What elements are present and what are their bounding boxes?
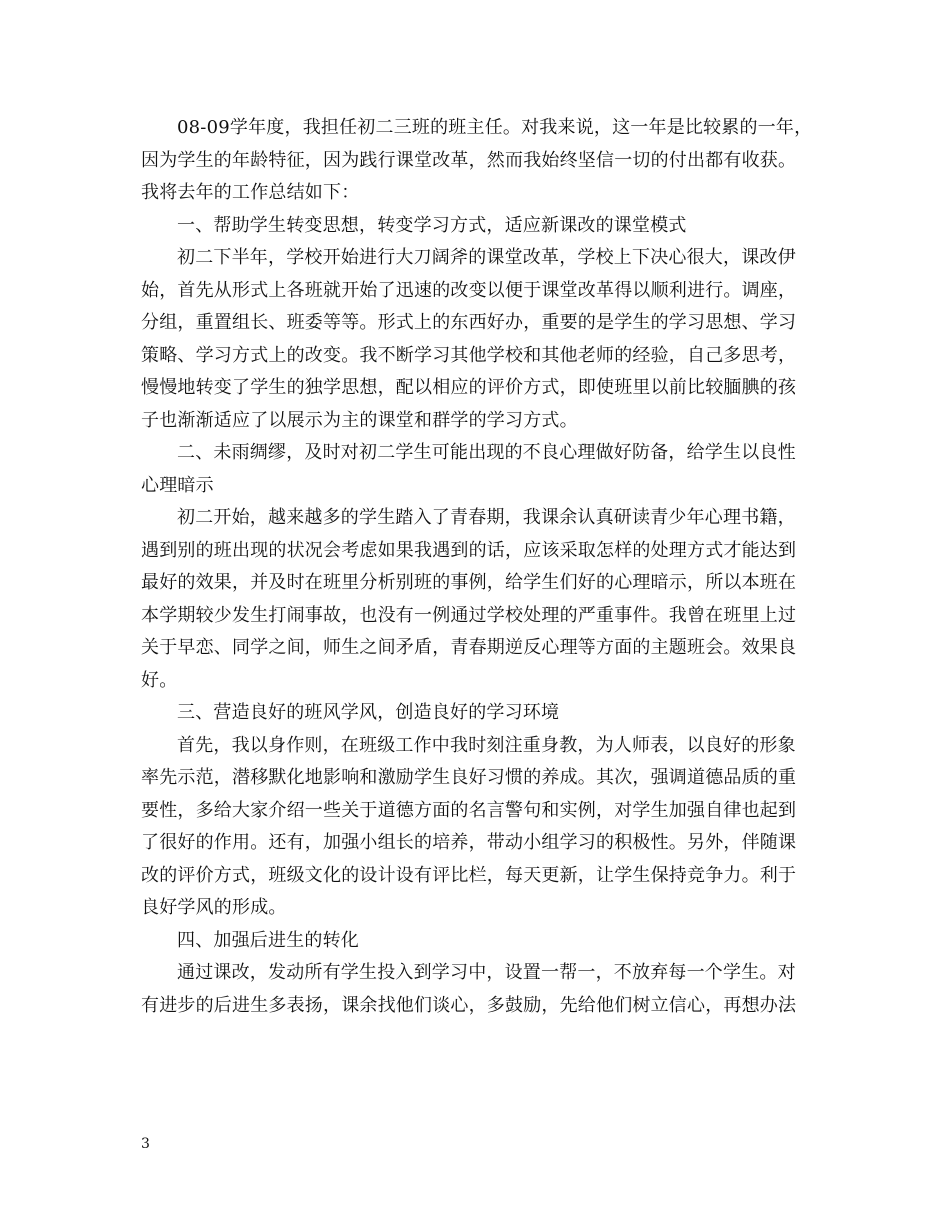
text-line: 我将去年的工作总结如下： — [141, 182, 360, 203]
text-line: 本学期较少发生打闹事故，也没有一例通过学校处理的严重事件。我曾在班里上过 — [141, 604, 797, 626]
text-line: 首先，我以身作则，在班级工作中我时刻注重身教，为人师表，以良好的形象 — [177, 734, 796, 756]
section-heading: 四、加强后进生的转化 — [177, 929, 359, 951]
document-body — [141, 112, 813, 1022]
text-line: 因为学生的年龄特征，因为践行课堂改革，然而我始终坚信一切的付出都有收获。 — [141, 149, 797, 171]
text-line: 子也渐渐适应了以展示为主的课堂和群学的学习方式。 — [141, 409, 578, 431]
text-line: 关于早恋、同学之间，师生之间矛盾，青春期逆反心理等方面的主题班会。效果良 — [141, 637, 797, 658]
text-line: 改的评价方式，班级文化的设计设有评比栏，每天更新，让学生保持竞争力。利于 — [141, 864, 797, 886]
text-line: 率先示范，潜移默化地影响和激励学生良好习惯的养成。其次，强调道德品质的重 — [141, 767, 797, 788]
text-line: 遇到别的班出现的状况会考虑如果我遇到的话，应该采取怎样的处理方式才能达到 — [141, 539, 797, 561]
text-line: 慢慢地转变了学生的独学思想，配以相应的评价方式，即使班里以前比较腼腆的孩 — [141, 377, 797, 398]
text-line: 要性，多给大家介绍一些关于道德方面的名言警句和实例，对学生加强自律也起到 — [141, 799, 797, 821]
text-line: 良好学风的形成。 — [141, 897, 287, 918]
section-heading: 一、帮助学生转变思想，转变学习方式，适应新课改的课堂模式 — [177, 214, 687, 236]
page-number: 3 — [141, 1136, 150, 1152]
section-heading: 二、未雨绸缪，及时对初二学生可能出现的不良心理做好防备，给学生以良性 — [177, 442, 796, 463]
text-line: 分组，重置组长、班委等等。形式上的东西好办，重要的是学生的学习思想、学习 — [141, 312, 797, 333]
text-line: 最好的效果，并及时在班里分析别班的事例，给学生们好的心理暗示，所以本班在 — [141, 572, 797, 593]
section-heading-continued: 心理暗示 — [141, 474, 214, 496]
text-line: 始，首先从形式上各班就开始了迅速的改变以便于课堂改革得以顺利进行。调座， — [141, 279, 797, 301]
text-line: 有进步的后进生多表扬，课余找他们谈心，多鼓励，先给他们树立信心，再想办法 — [141, 994, 797, 1016]
text-line: 通过课改，发动所有学生投入到学习中，设置一帮一，不放弃每一个学生。对 — [177, 962, 796, 983]
text-line: 初二下半年，学校开始进行大刀阔斧的课堂改革，学校上下决心很大，课改伊 — [177, 247, 796, 268]
text-line: 好。 — [141, 669, 178, 691]
text-line: 策略、学习方式上的改变。我不断学习其他学校和其他老师的经验，自己多思考， — [141, 344, 797, 366]
text-line: 08-09学年度，我担任初二三班的班主任。对我来说，这一年是比较累的一年， — [177, 117, 813, 138]
text-line: 了很好的作用。还有，加强小组长的培养，带动小组学习的积极性。另外，伴随课 — [141, 832, 797, 853]
text-line: 初二开始，越来越多的学生踏入了青春期，我课余认真研读青少年心理书籍， — [177, 507, 796, 528]
section-heading: 三、营造良好的班风学风，创造良好的学习环境 — [177, 702, 560, 723]
